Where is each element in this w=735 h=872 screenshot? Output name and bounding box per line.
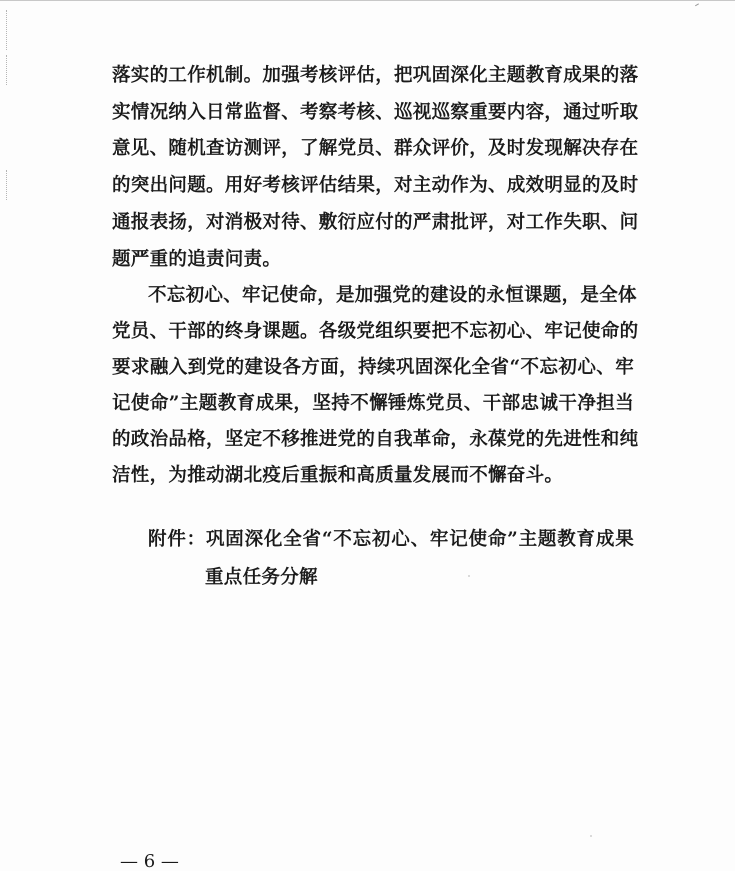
body-text-line: 洁性，为推动湖北疫后重振和高质量发展而不懈奋斗。	[112, 465, 564, 486]
page-number: — 6 —	[120, 851, 179, 872]
scan-artifact	[6, 55, 9, 85]
attachment-title: 附件：巩固深化全省“不忘初心、牢记使命”主题教育成果	[148, 529, 634, 550]
body-text-line: 落实的工作机制。加强考核评估，把巩固深化主题教育成果的落	[112, 65, 639, 86]
scan-artifact	[695, 3, 701, 9]
scan-artifact	[6, 10, 9, 50]
body-text-line: 不忘初心、牢记使命，是加强党的建设的永恒课题，是全体	[148, 285, 637, 306]
body-text-line: 党员、干部的终身课题。各级党组织要把不忘初心、牢记使命的	[112, 321, 639, 342]
scan-artifact	[590, 835, 592, 837]
body-text-line: 的政治品格，坚定不移推进党的自我革命，永葆党的先进性和纯	[112, 429, 639, 450]
body-text-line: 意见、随机查访测评，了解党员、群众评价，及时发现解决存在	[112, 138, 639, 159]
scan-artifact	[468, 575, 470, 577]
body-text-line: 要求融入到党的建设各方面，持续巩固深化全省“不忘初心、牢	[112, 357, 634, 378]
scan-artifact	[6, 170, 9, 200]
body-text-line: 的突出问题。用好考核评估结果，对主动作为、成效明显的及时	[112, 175, 639, 196]
body-text-line: 记使命”主题教育成果，坚持不懈锤炼党员、干部忠诚干净担当	[112, 393, 634, 414]
attachment-title-continued: 重点任务分解	[205, 567, 318, 588]
body-text-line: 实情况纳入日常监督、考察考核、巡视巡察重要内容，通过听取	[112, 102, 639, 123]
body-text-line: 题严重的追责问责。	[112, 249, 282, 270]
body-text-line: 通报表扬，对消极对待、敷衍应付的严肃批评，对工作失职、问	[112, 212, 639, 233]
top-border	[0, 0, 735, 1]
